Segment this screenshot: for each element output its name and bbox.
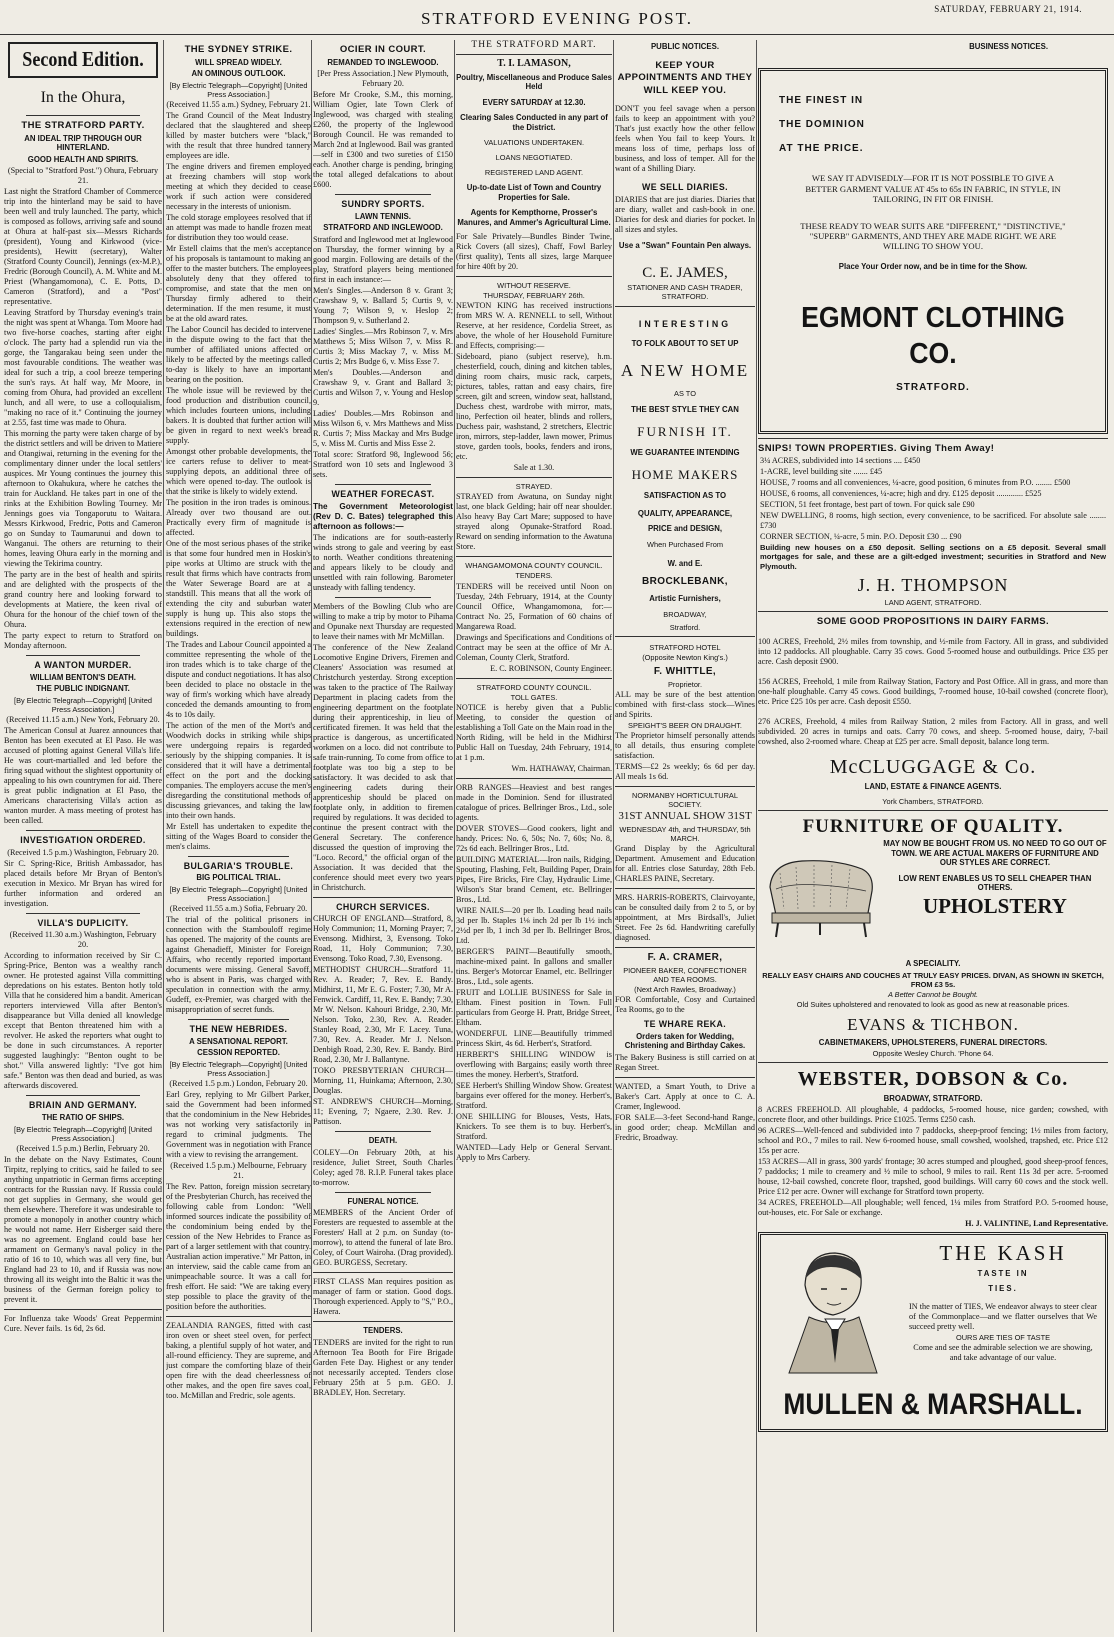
ad-text: CABINETMAKERS, UPHOLSTERERS, FUNERAL DIRECTORS.	[818, 1037, 1048, 1047]
ad-brand: MULLEN & MARSHALL.	[783, 1387, 1083, 1421]
cable-credit: [By Electric Telegraph—Copyright] [United Press Association.]	[169, 80, 308, 99]
list-item: 100 ACRES, Freehold, 2½ miles from township, and ½-mile from Factory. All in grass, and subdivided into 12 paddocks. All ploughable. Carry 35 cows. Good 5-roomed house and outbuildings. Price £35 per acre. Cash deposit £900.	[758, 637, 1108, 667]
ad-heading: UPHOLSTERY	[923, 893, 1067, 918]
ad-text: BROADWAY, STRATFORD.	[883, 1093, 983, 1103]
article-subheading: WILL SPREAD WIDELY.	[195, 57, 282, 67]
ad-heading: INTERESTING	[638, 318, 732, 329]
list-item: NEW DWELLING, 8 rooms, high section, every convenience, to be sacrificed. For absolute sale ........ £730	[760, 511, 1106, 531]
notice-heading: DEATH.	[368, 1136, 398, 1146]
couch-illustration	[762, 843, 878, 947]
ad-text: PRICE and DESIGN,	[647, 524, 723, 534]
ad-text: WE SAY IT ADVISEDLY—FOR IT IS NOT POSSIBLE TO GIVE A BETTER GARMENT VALUE AT 45s to 65s IN FABRIC, IN STYLE, IN TAILORING, IN FIT OR FINISH.	[805, 173, 1061, 205]
ad-brand: McCLUGGAGE & Co.	[829, 756, 1037, 779]
ad-text: ALL may be sure of the best attention combined with first-class stock—Wines and Spirits.	[615, 690, 755, 720]
dateline: (Received 11.55 a.m.) Sydney, February 21.	[166, 99, 311, 109]
ad-text: (Opposite Newton King's.)	[642, 653, 728, 663]
notice: MEMBERS of the Ancient Order of Foresters are requested to assemble at the Foresters' Hall at 2 p.m. on Sunday (to-morrow), to attend the funeral of late Bro. Coley, of Court Wairoha. (Drag provided). GEO. BURGESS, Secretary.	[313, 1208, 453, 1268]
ad-text: STRAYED from Awatuna, on Sunday night last, one black Gelding; hair off near shoulder. Also heavy Bay Cart Mare; supposed to have strayed along Opunake-Stratford Road. Reward on sending information to the Awatuna Store.	[456, 492, 612, 552]
paragraph: Last night the Stratford Chamber of Commerce trip into the hinterland may be said to have been well and truly launched. The party, which is composed as follows, arriving safe and sound at Ohura at half-past six—Messrs Richards (president), Young and Kirkwood (vice-presidents), Hewitt (secretary), Walter (Stratford County Council), Jennings (ex-M.P.), Fredric (Borough Council), A. M. White and M. Priest (Whangamomona), C. E. Potts, D. Cameron (Stratford), and a "Post" representative.	[4, 187, 162, 307]
classified-ad: DOVER STOVES—Good cookers, light and handy. Prices: No. 6, 50s; No. 7, 60s; No. 8, 72s 6d each. Bellringer Bros., Ltd.	[456, 823, 612, 853]
paragraph: The Rev. Patton, foreign mission secretary of the Presbyterian Church, has received the following cable from London: "Well informed sources indicate the possibility of the condominium being ended by the cession of the New Hebrides to France as part of a larger settlement with that country. Australian action imperative." Mr Patton, in an interview, said the cable came from an unimpeachable source. It was a call for fresh effort. He said: "We are taking every step possible to place the gravity of the position before the authorities.	[166, 1181, 311, 1311]
ad-heading: STRATFORD HOTEL	[649, 643, 721, 652]
classified-ad: WIRE NAILS—20 per lb. Loading head nails 3d per lb. Staples 1⅛ inch 2d per lb 1½ inch 2½d per lb, 1 inch 3d per lb. Bellringer Bros, Ltd.	[456, 905, 612, 945]
ad-text: Place Your Order now, and be in time for the Show.	[838, 261, 1028, 271]
article-subheading: AN OMINOUS OUTLOOK.	[191, 69, 286, 79]
ad-text: Proprietor.	[667, 680, 703, 690]
column-rule	[613, 40, 614, 1632]
column-news-2	[166, 40, 311, 1632]
notice: COLEY—On February 20th, at his residence, Juliet Street, South Charles Coley; aged 78. R.I.P. Funeral takes place to-morrow.	[313, 1147, 453, 1187]
paragraph: The position in the iron trades is ominous. Already over two thousand are out. Practically every firm of magnitude is affected.	[166, 497, 311, 537]
ad-text: Sideboard, piano (subject reserve), h.m. chesterfield, couch, dining and kitchen tables, dining room chairs, music rack, carpets, pictures, tables, rattan and easy chairs, fire screen, gilt and screen, window seat, hallstand, Duchess chest, wardrobe with mirror, mats, lino, Perfection oil heater, blinds and rollers, Duchess pair, washstand, 2 stretchers, Electric iron, mirrors, step-ladder, lawn mower, Primus stove, garden tools, books, fenders and irons, etc.	[456, 352, 612, 462]
paragraph: Leaving Stratford by Thursday evening's train the night was spent at Whanga. Tom Moore had two five-horse coaches, starting after eight o'clock. The party had a splendid run via the gorge, the Tangarakau being seen under the most favourable conditions. The weather was ideal for such a trip, a cool breeze tempering the sun's rays. At half way, Mr Moore, in coming from Ohura, had provided an excellent lunch, and all were, to use a colloquialism, "making no race of it." Continuing the journey at 2.55, fast time was made to Ohura.	[4, 308, 162, 428]
ad-text: FOR Comfortable, Cosy and Curtained Tea Rooms, go to the	[615, 995, 755, 1015]
cable-credit: [By Electric Telegraph—Copyright] [United Press Association.]	[14, 1124, 152, 1143]
paragraph: Mr Estell has undertaken to expedite the sitting of the Wages Board to consider the men's claims.	[166, 821, 311, 851]
ad-brand: J. H. THOMPSON	[857, 574, 1009, 595]
ad-text: BROADWAY,	[663, 609, 707, 619]
ad-heading: STRATFORD COUNTY COUNCIL.	[476, 682, 592, 692]
rule	[335, 1192, 431, 1193]
ad-text: THURSDAY, FEBRUARY 26th.	[483, 291, 585, 301]
ad-text: Stratford.	[669, 622, 701, 632]
ad-text: Drawings and Specifications and Conditions of Contract may be seen at the office of Mr A. Coleman, County Clerk, Stratford.	[456, 632, 612, 662]
article-subheading: GOOD HEALTH AND SPIRITS.	[27, 154, 139, 164]
ad-heading: NORMANBY HORTICULTURAL SOCIETY.	[632, 791, 738, 810]
article-subheading: AN IDEAL TRIP THROUGH OUR HINTERLAND.	[24, 133, 142, 153]
cable-credit: [By Electric Telegraph—Copyright] [United Press Association.]	[169, 1059, 308, 1078]
ad-text: Up-to-date List of Town and Country Properties for Sale.	[466, 183, 602, 202]
ad-text: DIARIES that are just diaries. Diaries that are diary, wallet and cash-book in one. Diaries for desk and diaries for pocket. In all sizes and styles.	[615, 194, 755, 234]
article-subheading: WILLIAM BENTON'S DEATH.	[30, 672, 136, 682]
ad-text: VALUATIONS UNDERTAKEN.	[483, 138, 585, 148]
ad-text: STRATFORD.	[896, 382, 970, 394]
article-heading: A WANTON MURDER.	[34, 660, 132, 671]
dateline: (Received 1.5 p.m.) Melbourne, February 21.	[170, 1160, 307, 1180]
section-title: PUBLIC NOTICES.	[650, 42, 719, 51]
ad-text: REALLY EASY CHAIRS AND COUCHES AT TRULY EASY PRICES. DIVAN, AS SHOWN IN SKETCH, FROM £3 5s.	[762, 970, 1104, 989]
furniture-ad	[758, 815, 1108, 957]
paragraph: The conference of the New Zealand Locomotive Engine Drivers, Firemen and Cleaners' Association was resumed at Christchurch yesterday. Strong exception was taken to the practice of The Railway Department in placing cadets from the engineering department on the footplate during their apprenticeship, in lieu of certificated firemen. It was held that the practice is dangerous, as uncertificated workmen on a loco. did not contribute to safe train-running. To come from office to footplate was too big a step to be satisfactory. It was decided to ask that engineering cadets during their apprenticeship should be placed on footplate only, in addition to firemen required by regulations. It was decided to continue the present contract with the General Secretary. The conference discussed the question of improving the "Loco. Record," the official organ of the Association. It was decided that the conference should meet every two years in Christchurch.	[313, 642, 453, 892]
ad-text: NOTICE is hereby given that a Public Meeting, to consider the question of establishing a Toll Gate on the Main road in the North Riding, will be held in the Midhirst Public Hall on Tuesday, 24th February, 1914, at 1 p.m.	[456, 702, 612, 762]
ad-heading: THE FINEST IN	[779, 94, 864, 106]
ad-text: DON'T you feel savage when a person fails to keep an appointment with you? That's just exactly how the other fellow feels when You fail to keep Yours. It means loss of time, perhaps loss of business, and loss of temper. All for the want of a Shilling Diary.	[615, 103, 755, 173]
ad-text: Grand Display by the Agricultural Department. Amusement and Education for all. Entries close Saturday, 28th Feb. CHARLES PAINE, Secretary.	[615, 843, 755, 883]
classified-ad: ORB RANGES—Heaviest and best ranges made in the Dominion. Send for illustrated catalogue of prices. Bellringer Bros., Ltd., sole agents.	[456, 782, 612, 822]
dateline: (Received 1.5 p.m.) Washington, February 20.	[7, 847, 159, 857]
ad-text: PIONEER BAKER, CONFECTIONER AND TEA ROOMS.	[623, 966, 747, 985]
rule	[166, 1316, 311, 1317]
classified-ad: WONDERFUL LINE—Beautifully trimmed Princess Skirt, 4s 6d. Herbert's, Stratford.	[456, 1028, 612, 1048]
ad-heading: WE SELL DIARIES.	[642, 181, 728, 192]
dateline: (Received 1.5 p.m.) Berlin, February 20.	[16, 1143, 150, 1153]
article-heading: THE STRATFORD PARTY.	[21, 120, 145, 132]
classified-ad: FRUIT and LOLLIE BUSINESS for Sale in Eltham. Finest position in Town. Full particulars from George H. Pratt, Bridge Street, Eltham.	[456, 987, 612, 1027]
list-item: HOUSE, 7 rooms and all conveniences, ¼-acre, good position, 6 minutes from P.O. ........ £500	[760, 478, 1071, 488]
paragraph: Mr Estell claims that the men's acceptance of his proposals is tantamount to making an offer to the master butchers. The employees absolutely deny that they offered to compromise, and state that the men on Thursday firmly adhered to their determination. If the men resume, it must be at the old award rates.	[166, 243, 311, 323]
ad-text: OURS ARE TIES OF TASTE	[955, 1332, 1051, 1342]
column-rule	[311, 40, 312, 1632]
rule	[758, 1062, 1108, 1063]
ad-text: TO FOLK ABOUT TO SET UP	[631, 339, 739, 349]
list-item: 96 ACRES—Well-fenced and subdivided into 7 paddocks, sheep-proof fencing; 1½ miles from factory, school and P.O., 7 miles to rail. New 6-roomed house, small cowshed, woolshed, trapshed, etc. Price £12 15s per acre.	[758, 1126, 1108, 1156]
column-news-1	[4, 40, 162, 1632]
ad-text: WE GUARANTEE INTENDING	[630, 447, 740, 457]
ad-text: Orders taken for Wedding, Christening and Birthday Cakes.	[624, 1031, 746, 1051]
rule	[456, 477, 612, 478]
ad-text: Opposite Wesley Church. 'Phone 64.	[872, 1049, 994, 1059]
paragraph: Earl Grey, replying to Mr Gilbert Parker, said the Government had been informed that the condominium in the New Hebrides was not working very satisfactorily in regard to criminal judgments. The Government was in negotiation with France with a view to revising the arrangement.	[166, 1089, 311, 1159]
masthead	[0, 0, 1114, 35]
classified-ad: FOR SALE—3-feet Second-hand Range, in good order; cheap. McMillan and Fredric, Broadway.	[615, 1112, 755, 1142]
advertisement: For Influenza take Woods' Great Peppermint Cure. Never fails. 1s 6d, 2s 6d.	[4, 1313, 162, 1333]
column-ads-1	[456, 40, 612, 1632]
article-heading: WEATHER FORECAST.	[331, 488, 435, 499]
paragraph: The trial of the political prisoners in connection with the Stambouloff regime has opened. The majority of the counts are against Ghenadieff, Minister for Foreign Affairs, who recently reported important documents were missing. General Savoff, who is absent in Paris, was charged with speculation in connection with the army. Gudeff, ex-Premier, was charged with the misappropriation of secret funds.	[166, 914, 311, 1014]
paragraph: Ladies' Doubles.—Mrs Robinson and Miss Wilson 6, v. Mrs Matthews and Miss R. Curtis 7; Miss Mackay and Mrs Budge 5, v. Miss M. Curtis and Miss Esse 2.	[313, 408, 453, 448]
rule	[26, 655, 140, 656]
ad-heading: FURNISH IT.	[637, 424, 733, 439]
ad-text: TERMS—£2 2s weekly; 6s 6d per day. All meals 1s 6d.	[615, 762, 755, 782]
ad-heading: WITHOUT RESERVE.	[497, 281, 571, 291]
paragraph: Total score: Stratford 98, Inglewood 56; Stratford won 10 sets and Inglewood 3 sets.	[313, 449, 453, 479]
list-item: HOUSE, 6 rooms, all conveniences, ¼-acre; high and dry. £125 deposit ............. £525	[760, 489, 1042, 499]
rule	[456, 778, 612, 779]
ad-heading: AT THE PRICE.	[779, 142, 864, 154]
ad-text: Use a "Swan" Fountain Pen always.	[618, 240, 752, 250]
ad-text: Wm. HATHAWAY, Chairman.	[511, 763, 612, 773]
paragraph: The indications are for south-easterly winds strong to gale and veering by east to north. Weather conditions threatening and appears likely to be cloudy and unsettled with rain following. Barometer unsteady with falling tendency.	[313, 532, 453, 592]
paragraph: Amongst other probable developments, the ice carters refuse to deliver to meat-supplying depots, an additional three of which were opened to-day. The outlook is that the strike is likely to widely extend.	[166, 446, 311, 496]
masthead-title: STRATFORD EVENING POST.	[421, 9, 693, 28]
ad-text: Come and see the admirable selection we are showing, and take advantage of our value.	[913, 1342, 1093, 1362]
paragraph: Sir C. Spring-Rice, British Ambassador, has placed details before Mr Bryan of Benton's execution in Mexico. Mr Bryan has wired for further information and ordered an investigation.	[4, 858, 162, 908]
ad-text: REGISTERED LAND AGENT.	[484, 168, 584, 178]
ad-text: For Sale Privately—Bundles Binder Twine, Rick Covers (all sizes), Chaff, Fowl Barley (first quality), Tents all sizes, large Marquee for hire 40ft by 20.	[456, 232, 612, 272]
ad-heading: F. WHITTLE,	[653, 666, 717, 678]
paragraph: Before Mr Crooke, S.M., this morning, William Ogier, late Town Clerk of Inglewood, was charged with stealing £260, the property of the Inglewood Borough Council. He was remanded to March 2nd at Inglewood. Bail was granted—self in £300 and two sureties of £150 each. Another charge is pending, bringing the total alleged defalcations to about £600.	[313, 90, 453, 190]
ad-text: Poultry, Miscellaneous and Produce Sales Held	[456, 72, 612, 92]
notice: TOKO PRESBYTERIAN CHURCH—Morning, 11, Huinkama; Afternoon, 2.30, Douglas.	[313, 1066, 453, 1096]
ad-text: (Next Arch Rawles, Broadway.)	[634, 985, 736, 995]
paragraph: One of the most serious phases of the strike is that some four hundred men in Hoskin's pipe works at Ultimo are struck with the result that firms which have contracts from the Water Sewerage Board are at a standstill. This means that all the work of extending the city and suburban water supply is hung up. This also stops the extensions required in the erection of new buildings.	[166, 538, 311, 638]
ad-text: STATIONER AND CASH TRADER, STRATFORD.	[627, 283, 743, 302]
ad-heading: KEEP YOUR APPOINTMENTS AND THEY WILL KEEP YOU.	[617, 59, 753, 97]
article-heading: SUNDRY SPORTS.	[341, 199, 425, 210]
paragraph: The party are in the best of health and spirits and are delighted with the prospects of the grand country here and looking forward to developments at Matiere, the keen rival of Ohura for the honour of the chief town of the Ohura.	[4, 570, 162, 630]
column-rule	[756, 40, 757, 1632]
list-item: 8 ACRES FREEHOLD. All ploughable, 4 paddocks, 5-roomed house, nice garden; cowshed, with concrete floor, and other buildings. Price £1025. Terms £250 cash.	[758, 1105, 1108, 1125]
paragraph: The action of the men of the Mort's and Woodwich docks in striking while ships were undergoing repairs is regarded seriously by the shipping companies. It is considered that it will have a detrimental effect on the port and the docking companies. The employers accuse the men's disregarding the constitutional methods of discussing grievances, and taking the law into their own hands.	[166, 720, 311, 820]
article-subheading: BIG POLITICAL TRIAL.	[196, 873, 281, 883]
article-heading: INVESTIGATION ORDERED.	[20, 834, 146, 845]
rule	[615, 1077, 755, 1078]
notice-heading: FUNERAL NOTICE.	[347, 1196, 419, 1206]
ad-text: York Chambers, STRATFORD.	[882, 797, 984, 807]
paragraph: The American Consul at Juarez announces that Benton has been executed at El Paso. He was accused of plotting against General Villa's life. He was court-martialled and led before the firing squad without the slightest opportunity of appealing to his own countrymen for aid. There is great public indignation at El Paso, the Americans characterising Villa's action as wanton murder. A mass meeting of protest has been called.	[4, 725, 162, 825]
ad-heading: T. I. LAMASON,	[497, 57, 571, 69]
headline: In the Ohura,	[40, 88, 126, 106]
ad-text: SATISFACTION AS TO	[643, 491, 727, 501]
article-heading: VILLA'S DUPLICITY.	[37, 917, 129, 928]
ad-text: LOW RENT ENABLES US TO SELL CHEAPER THAN OTHERS.	[898, 873, 1092, 893]
ad-brand: EGMONT CLOTHING CO.	[801, 302, 1065, 370]
ad-text: SPEIGHT'S BEER ON DRAUGHT.	[628, 721, 742, 731]
ad-text: QUALITY, APPEARANCE,	[637, 508, 733, 518]
paragraph: Men's Doubles.—Anderson and Crawshaw 9, v. Grant and Ballard 3; Curtis and Wilson 7, v. Young and Heslop 9.	[313, 367, 453, 407]
classified-ad: SEE Herbert's Shilling Window Show. Greatest bargains ever offered for the money. Herbert's, Stratford.	[456, 1080, 612, 1110]
ad-text: LAND AGENT, STRATFORD.	[884, 597, 982, 607]
ad-heading: THE KASH	[939, 1241, 1067, 1266]
rule	[758, 438, 1108, 439]
article-heading: OCIER IN COURT.	[339, 44, 427, 55]
ad-text: MAY NOW BE BOUGHT FROM US. NO NEED TO GO OUT OF TOWN. WE ARE ACTUAL MAKERS OF FURNITURE AND OUR STYLES ARE CORRECT.	[883, 839, 1107, 868]
ad-text: E. C. ROBINSON, County Engineer.	[490, 663, 612, 673]
article-heading: BRIAIN AND GERMANY.	[29, 1100, 137, 1111]
article-subheading: LAWN TENNIS.	[355, 211, 411, 221]
rule	[26, 115, 140, 116]
paragraph: According to information received by Sir C. Spring-Price, Benton was a wealthy ranch owner. He protested against Villa committing depredations on his estates. Benton hotly told Villa that he considered him a bandit. American reporters interviewed Villa after Benton's disappearance but Villa denied all knowledge except that Benton threatened him with a revolver. He asked the reporters what ought to be done in such circumstances. A reporter suggested laughingly: "Benton ought to be shot." Villa answered lightly: "I've got him safe." Benton was then dead and buried, as was afterwards discovered.	[4, 951, 162, 1091]
rule	[758, 611, 1108, 612]
ad-text: THE BEST STYLE THEY CAN	[631, 404, 739, 414]
paragraph: The party expect to return to Stratford on Monday afternoon.	[4, 631, 162, 651]
column-rule	[454, 40, 455, 1632]
ad-heading: BROCKLEBANK,	[642, 576, 728, 588]
dateline: (Special to "Stratford Post.") Ohura, February 21.	[7, 166, 159, 186]
ad-text: TASTE IN	[977, 1268, 1029, 1278]
ad-heading: WHANGAMOMONA COUNTY COUNCIL.	[465, 561, 603, 571]
ad-text: Sale at 1.30.	[513, 463, 555, 473]
rule	[615, 306, 755, 307]
column-business	[758, 40, 1108, 1632]
notice: CHURCH OF ENGLAND—Stratford, 8, Holy Communion; 11, Morning Prayer; 7, Evensong. Midhirst, 3, Evensong. Toko Road, 11, Holy Communion; 7.30, Evensong. Toko Road, 7.30, Evensong.	[313, 914, 453, 964]
rule	[615, 947, 755, 948]
rule	[456, 276, 612, 277]
ad-heading: A NEW HOME	[620, 360, 750, 380]
rule	[456, 678, 612, 679]
dateline: (Received 11.15 a.m.) New York, February 20.	[6, 714, 160, 724]
paragraph: Ladies' Singles.—Mrs Robinson 7, v. Mrs Matthews 5; Miss Wilson 7, v. Miss R. Curtis 3; Miss Mackay 7, v. Miss M. Curtis 2; Mrs Budge 6, v. Miss Esse 7.	[313, 326, 453, 366]
mullen-marshall-ad	[758, 1232, 1108, 1432]
rule	[615, 786, 755, 787]
article-subheading: THE RATIO OF SHIPS.	[41, 1113, 125, 1123]
ad-text: LAND, ESTATE & FINANCE AGENTS.	[864, 781, 1002, 791]
rule	[313, 1321, 453, 1322]
ad-heading: TOLL GATES.	[510, 692, 558, 702]
ad-heading: C. E. JAMES,	[642, 265, 728, 282]
masthead-date: SATURDAY, FEBRUARY 21, 1914.	[934, 4, 1082, 14]
paragraph: The Government Meteorologist (Rev D. C. Bates) telegraphed this afternoon as follows:—	[313, 501, 453, 531]
ad-text: When Purchased From	[647, 539, 723, 549]
cable-credit: [By Electric Telegraph—Copyright] [United Press Association.]	[14, 695, 152, 714]
ad-text: A Better Cannot be Bought.	[887, 989, 979, 999]
paragraph: This morning the party were taken charge of by the district settlers and will be driven to Matiere and Otangiwai, returning in the evening for the complimentary dinner under the local settlers' auspices. Mr Young continues the journey this afternoon to Okahukura, where he catches the train for Auckland. He takes part in one of the rinks at the Exhibition Bowling Tourney. Mr Jennings goes via Tongaporutu to Waitara. Messrs Kirkwood, Fredric, Potts and Cameron go on Sunday to Taumarunui and down to Wanganui. The others are returning to their homes, leaving Ohura early in the morning and viewing the Tekirima country.	[4, 429, 162, 569]
ad-text: The Bakery Business is still carried on at Regan Street.	[615, 1052, 755, 1072]
column-ads-2	[615, 40, 755, 1632]
edition-title: Second Edition.	[22, 47, 144, 71]
rule	[4, 1309, 162, 1310]
ad-text: Old Suites upholstered and renovated to look as good as new at reasonable prices.	[796, 999, 1070, 1009]
article-heading: THE SYDNEY STRIKE.	[184, 44, 293, 55]
list-item: SECTION, 51 feet frontage, best part of town. For quick sale £90	[760, 500, 975, 510]
notice: FIRST CLASS Man requires position as manager of farm or station. Good dogs. Thorough experienced. Apply to "S," P.O., Hawera.	[313, 1277, 453, 1317]
ad-text: Artistic Furnishers,	[649, 594, 721, 604]
paragraph: Members of the Bowling Club who are willing to make a trip by motor to Pihama and Opunake next Thursday are requested to leave their names with Mr McMillan.	[313, 601, 453, 641]
classified-ad: MRS. HARRIS-ROBERTS, Clairvoyante, can be consulted daily from 2 to 5, or by appointment, at Mrs Birdsall's, Juliet Street. Fee 2s 6d. Handwriting carefully diagnosed.	[615, 892, 755, 942]
ad-text: The Proprietor himself personally attends to all details, thus ensuring complete satisfaction.	[615, 731, 755, 761]
cable-credit: [By Electric Telegraph—Copyright] [United Press Association.]	[169, 884, 308, 903]
paragraph: The Trades and Labour Council appointed a committee representing the whole of the iron trades which is to take charge of the dispute and conduct negotiations. It has also been decided to place no obstacle in the way of firm's working which have already conceded the demands amounting to from 4s to 10s daily.	[166, 639, 311, 719]
rule	[313, 1272, 453, 1273]
list-item: CORNER SECTION, ¼-acre, 5 min. P.O. Deposit £30 ... £90	[760, 532, 962, 542]
notice: ST. ANDREW'S CHURCH—Morning, 11; Evening, 7; Ngaere, 2.30. Rev. J. Pattison.	[313, 1097, 453, 1127]
list-item: 34 ACRES, FREEHOLD—All ploughable; well fenced, 1¼ miles from Stratford P.O. 5-roomed house, out-houses, etc. For Sale or exchange.	[758, 1198, 1108, 1218]
article-heading: BULGARIA'S TROUBLE.	[183, 860, 294, 871]
dateline: [Per Press Association.] New Plymouth, February 20.	[317, 69, 449, 89]
rule	[335, 597, 431, 598]
ad-text: Agents for Kempthorne, Prosser's Manures, and Ammer's Agricultural Lime.	[457, 208, 611, 227]
article-heading: THE NEW HEBRIDES.	[189, 1023, 288, 1034]
ad-text: IN the matter of TIES, We endeavor always to steer clear of the Commonplace—and we flatter ourselves that We succeed pretty well.	[909, 1301, 1097, 1331]
property-list	[758, 456, 1108, 571]
ad-text: H. J. VALINTINE, Land Representative.	[965, 1219, 1108, 1229]
rule	[188, 856, 289, 857]
rule	[188, 1019, 289, 1020]
list-item: 3¼ ACRES, subdivided into 14 sections .... £450	[760, 456, 921, 466]
ad-heading: TE WHARE REKA.	[643, 1019, 727, 1030]
rule	[26, 913, 140, 914]
article-subheading: THE PUBLIC INDIGNANT.	[36, 684, 130, 694]
rule	[615, 888, 755, 889]
ad-text: EVERY SATURDAY at 12.30.	[482, 97, 586, 107]
ad-heading: STRAYED.	[515, 482, 553, 492]
ad-text: WEDNESDAY 4th, and THURSDAY, 5th MARCH.	[619, 824, 751, 843]
dateline: (Received 11.30 a.m.) Washington, February 20.	[9, 930, 157, 950]
article-subheading: STRATFORD AND INGLEWOOD.	[323, 223, 443, 233]
list-item: 156 ACRES, Freehold, 1 mile from Railway Station, Factory and Post Office. All in grass, and more than one-half ploughable. Carry 45 cows. Good buildings, 7-roomed house, 10-bail cowshed (concrete floor), etc. Price £25 10s per acre. Cash deposit £550.	[758, 677, 1108, 707]
classified-ad: ONE SHILLING for Blouses, Vests, Hats, Knickers. To see them is to buy. Herbert's, Stratford.	[456, 1111, 612, 1141]
ad-text: TIES.	[988, 1284, 1018, 1294]
article-subheading: REMANDED TO INGLEWOOD.	[327, 57, 439, 67]
ad-brand: WEBSTER, DOBSON & Co.	[797, 1068, 1069, 1091]
ad-text: Clearing Sales Conducted in any part of the District.	[460, 113, 608, 132]
ad-text: AS TO	[674, 389, 696, 399]
list-item: 276 ACRES, Freehold, 4 miles from Railway Station, 2 miles from Factory. All in grass, and well subdivided. 20 acres in turnips and oats. Carry 70 cows, and sheep. 5-roomed house, dairy, 7-bail cowshed, also 2-roomed whare. Cheap at £25 per acre. Small deposit, balance long term.	[758, 717, 1108, 747]
paragraph: The Grand Council of the Meat Industry declared that the slaughtered and sheep killed by master butchers were "black," with the result that three hundred tannery employees are idle.	[166, 110, 311, 160]
notice: METHODIST CHURCH—Stratford 11, Rev. A. Reader; 7, Rev. E. Bandy. Midhirst, 11, Mr E. G. Foster; 7.30, Mr A. Fenwick. Cardiff, 11, Rev. E. Bandy; 7.30, Mr W. Nelson. Kahouri Bridge, 2.30, Mr. Nelson. Toko, 2.30, Rev. A. Reader. Stanley Road, 2.30, Mr F. Lacey. Tuna, 7.30, Rev. A. Reader. Mr J. Nelson. Denbigh Road, 2.30, Rev. E. Bandy. Bird Road, 2.30, Mr J. Ballantyne.	[313, 965, 453, 1065]
ad-heading: 31ST ANNUAL SHOW 31ST	[618, 810, 752, 823]
classified-ad: HERBERT'S SHILLING WINDOW is overflowing with Bargains; easily worth three times the money. Herbert's, Stratford.	[456, 1049, 612, 1079]
ad-heading: F. A. CRAMER,	[647, 951, 723, 963]
ad-text: THESE READY TO WEAR SUITS ARE "DIFFERENT," "DISTINCTIVE," "SUPERB" GARMENTS, AND THEY ARE MADE RIGHT. WE ARE WILLING TO SHOW YOU.	[800, 220, 1066, 252]
paragraph: Stratford and Inglewood met at Inglewood on Thursday, the former winning by a good margin. Following are details of the play, Stratford players being mentioned first in each instance:—	[313, 234, 453, 284]
ad-heading: THE STRATFORD MART.	[456, 40, 612, 55]
ad-text: LOANS NEGOTIATED.	[495, 153, 573, 163]
ad-heading: FURNITURE OF QUALITY.	[802, 816, 1064, 838]
ad-heading: SNIPS! TOWN PROPERTIES. Giving Them Away!	[758, 442, 995, 454]
notice-heading: TENDERS.	[363, 1326, 403, 1336]
section-title: BUSINESS NOTICES.	[969, 42, 1048, 51]
paragraph: The Labor Council has decided to intervene in the dispute owing to the fact that the number of affiliated unions affected or likely to be affected by the meetings called to-day is likely to have an important bearing on the position.	[166, 324, 311, 384]
list-item: 153 ACRES—All in grass, 300 yards' frontage; 30 acres stumped and ploughed, good sheep-proof fences, 7 paddocks; 1 mile to creamery and ½ mile to school, 9 miles to rail. Rent 11s 3d per acre. 5-roomed house, 12-bail cowshed, concrete floor, trapshed, good buildings. Will carry 60 cows and the stock well. Price £12 per acre. Owner will exchange for Stratford town property.	[758, 1157, 1108, 1197]
rule	[26, 830, 140, 831]
classified-ad: WANTED—Lady Help or General Servant. Apply to Mrs Carbery.	[456, 1142, 612, 1162]
ad-brand: EVANS & TICHBON.	[847, 1014, 1019, 1034]
article-subheading: CESSION REPORTED.	[197, 1048, 280, 1058]
ad-text: TENDERS will be received until Noon on Tuesday, 24th February, 1914, at the County Council Office, Whangamomona, for:—Contract No. 25, Formation of 60 chains of Mangarewa Road.	[456, 581, 612, 631]
rule	[758, 810, 1108, 811]
classified-ad: BUILDING MATERIAL—Iron nails, Ridging, Spouting, Flashing, Felt, Building Paper, Drain Pipes, Fire Bricks, Fire Clay, Hydraulic Lime, Wilson's Star brand Cement, etc. Bellringer Bros., Ltd.	[456, 854, 612, 904]
rule	[26, 1095, 140, 1096]
dateline: (Received 11.55 a.m.) Sofia, February 20.	[169, 903, 308, 913]
edition-box	[8, 42, 158, 78]
paragraph: The whole issue will be reviewed by the food production and distribution council, which includes fourteen unions, including bakers. It is doubted that further action will be given in regard to next week's bread supply.	[166, 385, 311, 445]
gentleman-portrait	[769, 1245, 891, 1375]
column-news-3	[313, 40, 453, 1632]
notice: TENDERS are invited for the right to run Afternoon Tea Booth for Fire Brigade Garden Fete Day. Highest or any tender not necessarily accepted. Tenders close February 25th at 5 p.m. GEO. J. BRADLEY, Hon. Secretary.	[313, 1337, 453, 1397]
list-item: Building new houses on a £50 deposit. Selling sections on a £5 deposit. Several small mortgages for sale, and these are a gilt-edged investment; securities in Stratford and New Plymouth.	[760, 543, 1106, 571]
rule	[335, 484, 431, 485]
article-heading: CHURCH SERVICES.	[336, 901, 430, 912]
ad-heading: TENDERS.	[515, 571, 553, 581]
dateline: (Received 1.5 p.m.) London, February 20.	[169, 1078, 308, 1088]
ad-heading: SOME GOOD PROPOSITIONS IN DAIRY FARMS.	[816, 615, 1050, 627]
advertisement: ZEALANDIA RANGES, fitted with cast iron oven or sheet steel oven, for perfect baking, a plentiful supply of hot water, and all-round efficiency. They are supreme, and just compare the comforting blaze of their open fire with the dead cheerlessness of other makes, and the open fire saves coal, too. McMillan and Fredric, sole agents.	[166, 1320, 311, 1400]
classified-ad: BERGER'S PAINT—Beautifully smooth, machine-mixed paint. In gallons and smaller tins. Berger's Motorcar Enamel, etc. Bellringer Bros., Ltd., sole agents.	[456, 946, 612, 986]
ad-text: W. and E.	[667, 558, 703, 568]
classified-ad: WANTED, a Smart Youth, to Drive a Baker's Cart. Apply at once to C. A. Cramer, Inglewood.	[615, 1081, 755, 1111]
rule	[335, 1131, 431, 1132]
egmont-clothing-ad	[758, 68, 1108, 434]
ad-text: A SPECIALITY.	[905, 959, 961, 969]
rule	[335, 194, 431, 195]
rule	[456, 556, 612, 557]
ad-text: NEWTON KING has received instructions from MRS W. A. RENNELL to sell, Without Reserve, at her residence, Cordelia Street, as above, the whole of her Household Furniture and Effects, comprising:—	[456, 301, 612, 351]
article-subheading: A SENSATIONAL REPORT.	[189, 1036, 288, 1046]
paragraph: The engine drivers and firemen employed at freezing chambers will stop work meeting at which they decided to cease work if such action were considered necessary in the interests of unionism.	[166, 161, 311, 211]
list-item: 1-ACRE, level building site ....... £45	[760, 467, 883, 477]
ad-heading: THE DOMINION	[779, 118, 865, 130]
ad-heading: HOME MAKERS	[631, 467, 739, 483]
rule	[615, 636, 755, 637]
paragraph: Men's Singles.—Anderson 8 v. Grant 3; Crawshaw 9, v. Ballard 5; Curtis 9, v. Young 7; Wilson 9, v. Heslop 2; Thompson 9, v. Sutherland 2.	[313, 285, 453, 325]
paragraph: The cold storage employees resolved that if an attempt was made to handle frozen meat for distribution they too would cease.	[166, 212, 311, 242]
column-rule	[163, 40, 164, 1632]
rule	[313, 897, 453, 898]
paragraph: In the debate on the Navy Estimates, Count Tirpitz, replying to critics, said he failed to see anything unpatriotic in German firms accepting contracts for the Russian navy. If Russia could not get supplies in Germany, she would get them elsewhere. Therefore it was undesirable to promote a monopoly in another country which he would not name. Herr Eisberger said there was no agreement. England could base her armament on Germany's naval policy in the ratio of 16 to 10, which was all very fine, but England had 23 to 10, and if Russia was now throwing all its weight into the Baltic it was the business of the German foreign policy to prevent it.	[4, 1154, 162, 1304]
